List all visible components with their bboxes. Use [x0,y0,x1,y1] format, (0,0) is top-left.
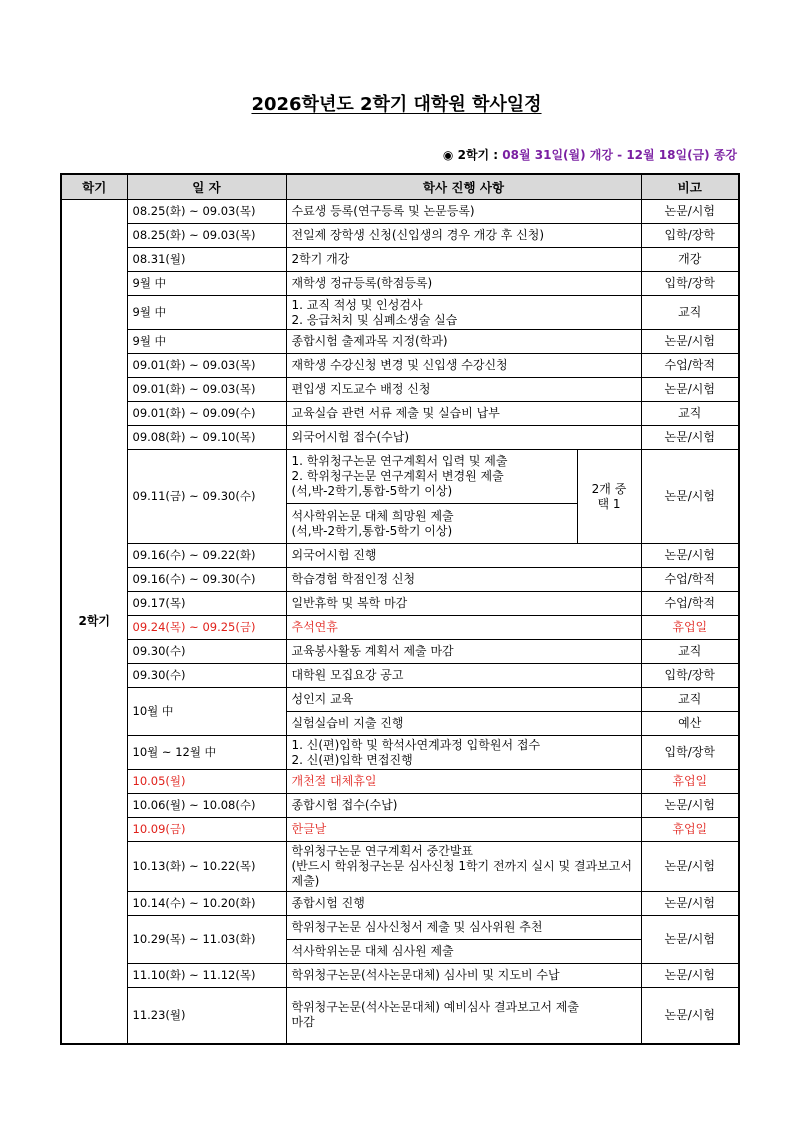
activity-cell: 학습경험 학점인정 신청 [286,568,641,592]
date-cell: 9월 中 [127,272,286,296]
text-line: 마감 [291,1015,315,1030]
remark-cell: 논문/시험 [641,450,739,544]
date-cell: 09.01(화) ~ 09.09(수) [127,402,286,426]
remark-cell: 입학/장학 [641,736,739,770]
text-line: 2. 응급처치 및 심폐소생술 실습 [291,312,458,327]
remark-cell: 수업/학적 [641,354,739,378]
activity-cell [286,842,641,892]
activity-cell [286,736,641,770]
holiday-row [61,818,739,842]
date-cell: 10.06(월) ~ 10.08(수) [127,794,286,818]
text-line: 학위청구논문 연구계획서 중간발표 [291,844,474,858]
activity-cell: 2학기 개강 [286,248,641,272]
activity-cell: 학위청구논문(석사논문대체) 심사비 및 지도비 수납 [286,964,641,988]
date-cell: 08.31(월) [127,248,286,272]
activity-cell: 종합시험 진행 [286,892,641,916]
table-row [61,688,739,712]
table-header-row [61,174,739,200]
date-cell: 11.23(월) [127,988,286,1044]
activity-cell: 석사학위논문 대체 심사원 제출 [286,940,641,964]
header-remark: 비고 [641,174,739,200]
text-line: (반드시 학위청구논문 심사신청 1학기 전까지 실시 및 결과보고서 [291,859,632,873]
activity-cell: 개천절 대체휴일 [286,770,641,794]
table-row [61,794,739,818]
activity-cell: 수료생 등록(연구등록 및 논문등록) [286,200,641,224]
remark-cell: 교직 [641,296,739,330]
table-row [61,964,739,988]
date-cell: 09.01(화) ~ 09.03(목) [127,354,286,378]
date-cell: 10.13(화) ~ 10.22(목) [127,842,286,892]
date-cell: 09.16(수) ~ 09.30(수) [127,568,286,592]
activity-cell: 종합시험 접수(수납) [286,794,641,818]
activity-cell: 교육봉사활동 계획서 제출 마감 [286,640,641,664]
text-line: 1. 신(편)입학 및 학석사연계과정 입학원서 접수 [291,737,541,752]
activity-cell: 학위청구논문 심사신청서 제출 및 심사위원 추천 [286,916,641,940]
date-cell: 10.09(금) [127,818,286,842]
table-row [61,988,739,1044]
activity-cell [286,504,577,544]
date-cell: 10월 中 [127,688,286,736]
date-cell: 9월 中 [127,296,286,330]
activity-cell: 대학원 모집요강 공고 [286,664,641,688]
text-line: 1. 학위청구논문 연구계획서 입력 및 제출 [291,454,508,468]
text-line: (석,박-2학기,통합-5학기 이상) [291,484,453,498]
remark-cell: 논문/시험 [641,794,739,818]
table-row [61,354,739,378]
text-line: 2. 신(편)입학 면접진행 [291,752,413,767]
text-line: 제출) [291,874,320,888]
remark-cell: 논문/시험 [641,330,739,354]
remark-cell: 개강 [641,248,739,272]
remark-cell: 휴업일 [641,770,739,794]
table-row [61,248,739,272]
remark-cell: 휴업일 [641,616,739,640]
activity-cell: 외국어시험 접수(수납) [286,426,641,450]
choice-cell [577,450,641,544]
semester-cell: 2학기 [61,200,127,1044]
table-row [61,378,739,402]
activity-cell: 교육실습 관련 서류 제출 및 실습비 납부 [286,402,641,426]
table-row [61,916,739,940]
holiday-row [61,770,739,794]
table-row [61,200,739,224]
date-cell: 09.11(금) ~ 09.30(수) [127,450,286,544]
table-row [61,664,739,688]
table-row [61,224,739,248]
activity-cell: 일반휴학 및 복학 마감 [286,592,641,616]
date-cell: 9월 中 [127,330,286,354]
date-cell: 10.14(수) ~ 10.20(화) [127,892,286,916]
header-date: 일 자 [127,174,286,200]
table-row [61,272,739,296]
remark-cell: 논문/시험 [641,200,739,224]
activity-cell: 성인지 교육 [286,688,641,712]
date-cell: 08.25(화) ~ 09.03(목) [127,200,286,224]
remark-cell: 수업/학적 [641,592,739,616]
table-row [61,568,739,592]
remark-cell: 입학/장학 [641,272,739,296]
activity-cell [286,988,641,1044]
remark-cell: 논문/시험 [641,964,739,988]
date-cell: 09.24(목) ~ 09.25(금) [127,616,286,640]
text-line: 학위청구논문(석사논문대체) 예비심사 결과보고서 제출 [291,1000,579,1015]
remark-cell: 논문/시험 [641,378,739,402]
remark-cell: 논문/시험 [641,842,739,892]
remark-cell: 수업/학적 [641,568,739,592]
date-cell: 09.30(수) [127,640,286,664]
activity-cell: 실험실습비 지출 진행 [286,712,641,736]
table-row [61,402,739,426]
remark-cell: 논문/시험 [641,988,739,1044]
activity-cell: 재학생 수강신청 변경 및 신입생 수강신청 [286,354,641,378]
date-cell: 08.25(화) ~ 09.03(목) [127,224,286,248]
date-cell: 09.08(화) ~ 09.10(목) [127,426,286,450]
table-row [61,842,739,892]
table-row [61,592,739,616]
activity-cell [286,296,641,330]
table-row [61,544,739,568]
activity-cell [286,450,577,504]
activity-cell: 추석연휴 [286,616,641,640]
table-row [61,426,739,450]
remark-cell: 교직 [641,640,739,664]
activity-cell: 전일제 장학생 신청(신입생의 경우 개강 후 신청) [286,224,641,248]
activity-cell: 한글날 [286,818,641,842]
table-row [61,450,739,504]
header-activity: 학사 진행 사항 [286,174,641,200]
page-title: 2026학년도 2학기 대학원 학사일정 [251,94,542,115]
remark-cell: 입학/장학 [641,664,739,688]
header-semester: 학기 [61,174,127,200]
table-row [61,640,739,664]
text-line: 택 1 [597,496,621,511]
table-row [61,296,739,330]
activity-cell: 편입생 지도교수 배정 신청 [286,378,641,402]
holiday-row [61,616,739,640]
remark-cell: 논문/시험 [641,892,739,916]
date-cell: 11.10(화) ~ 11.12(목) [127,964,286,988]
semester-period-label: 2학기 : [457,148,499,162]
activity-cell: 재학생 정규등록(학점등록) [286,272,641,296]
date-cell: 09.16(수) ~ 09.22(화) [127,544,286,568]
bullet-icon: ◉ [442,148,454,162]
date-cell: 09.17(목) [127,592,286,616]
text-line: 2개 중 [591,481,627,496]
activity-cell: 외국어시험 진행 [286,544,641,568]
text-line: (석,박-2학기,통합-5학기 이상) [291,523,453,538]
remark-cell: 입학/장학 [641,224,739,248]
date-cell: 09.30(수) [127,664,286,688]
semester-period-text: 08월 31일(월) 개강 - 12월 18일(금) 종강 [502,148,737,162]
remark-cell: 예산 [641,712,739,736]
table-row [61,330,739,354]
table-row [61,736,739,770]
text-line: 2. 학위청구논문 연구계획서 변경원 제출 [291,469,504,483]
text-line: 석사학위논문 대체 희망원 제출 [291,508,454,523]
date-cell: 10월 ~ 12월 中 [127,736,286,770]
schedule-table [60,173,740,1045]
table-row [61,892,739,916]
remark-cell: 논문/시험 [641,544,739,568]
date-cell: 10.29(목) ~ 11.03(화) [127,916,286,964]
remark-cell: 논문/시험 [641,426,739,450]
remark-cell: 논문/시험 [641,916,739,964]
remark-cell: 교직 [641,688,739,712]
date-cell: 09.01(화) ~ 09.03(목) [127,378,286,402]
date-cell: 10.05(월) [127,770,286,794]
text-line: 1. 교직 적성 및 인성검사 [291,297,423,312]
activity-cell: 종합시험 출제과목 지정(학과) [286,330,641,354]
remark-cell: 휴업일 [641,818,739,842]
remark-cell: 교직 [641,402,739,426]
semester-period-note [443,146,737,163]
